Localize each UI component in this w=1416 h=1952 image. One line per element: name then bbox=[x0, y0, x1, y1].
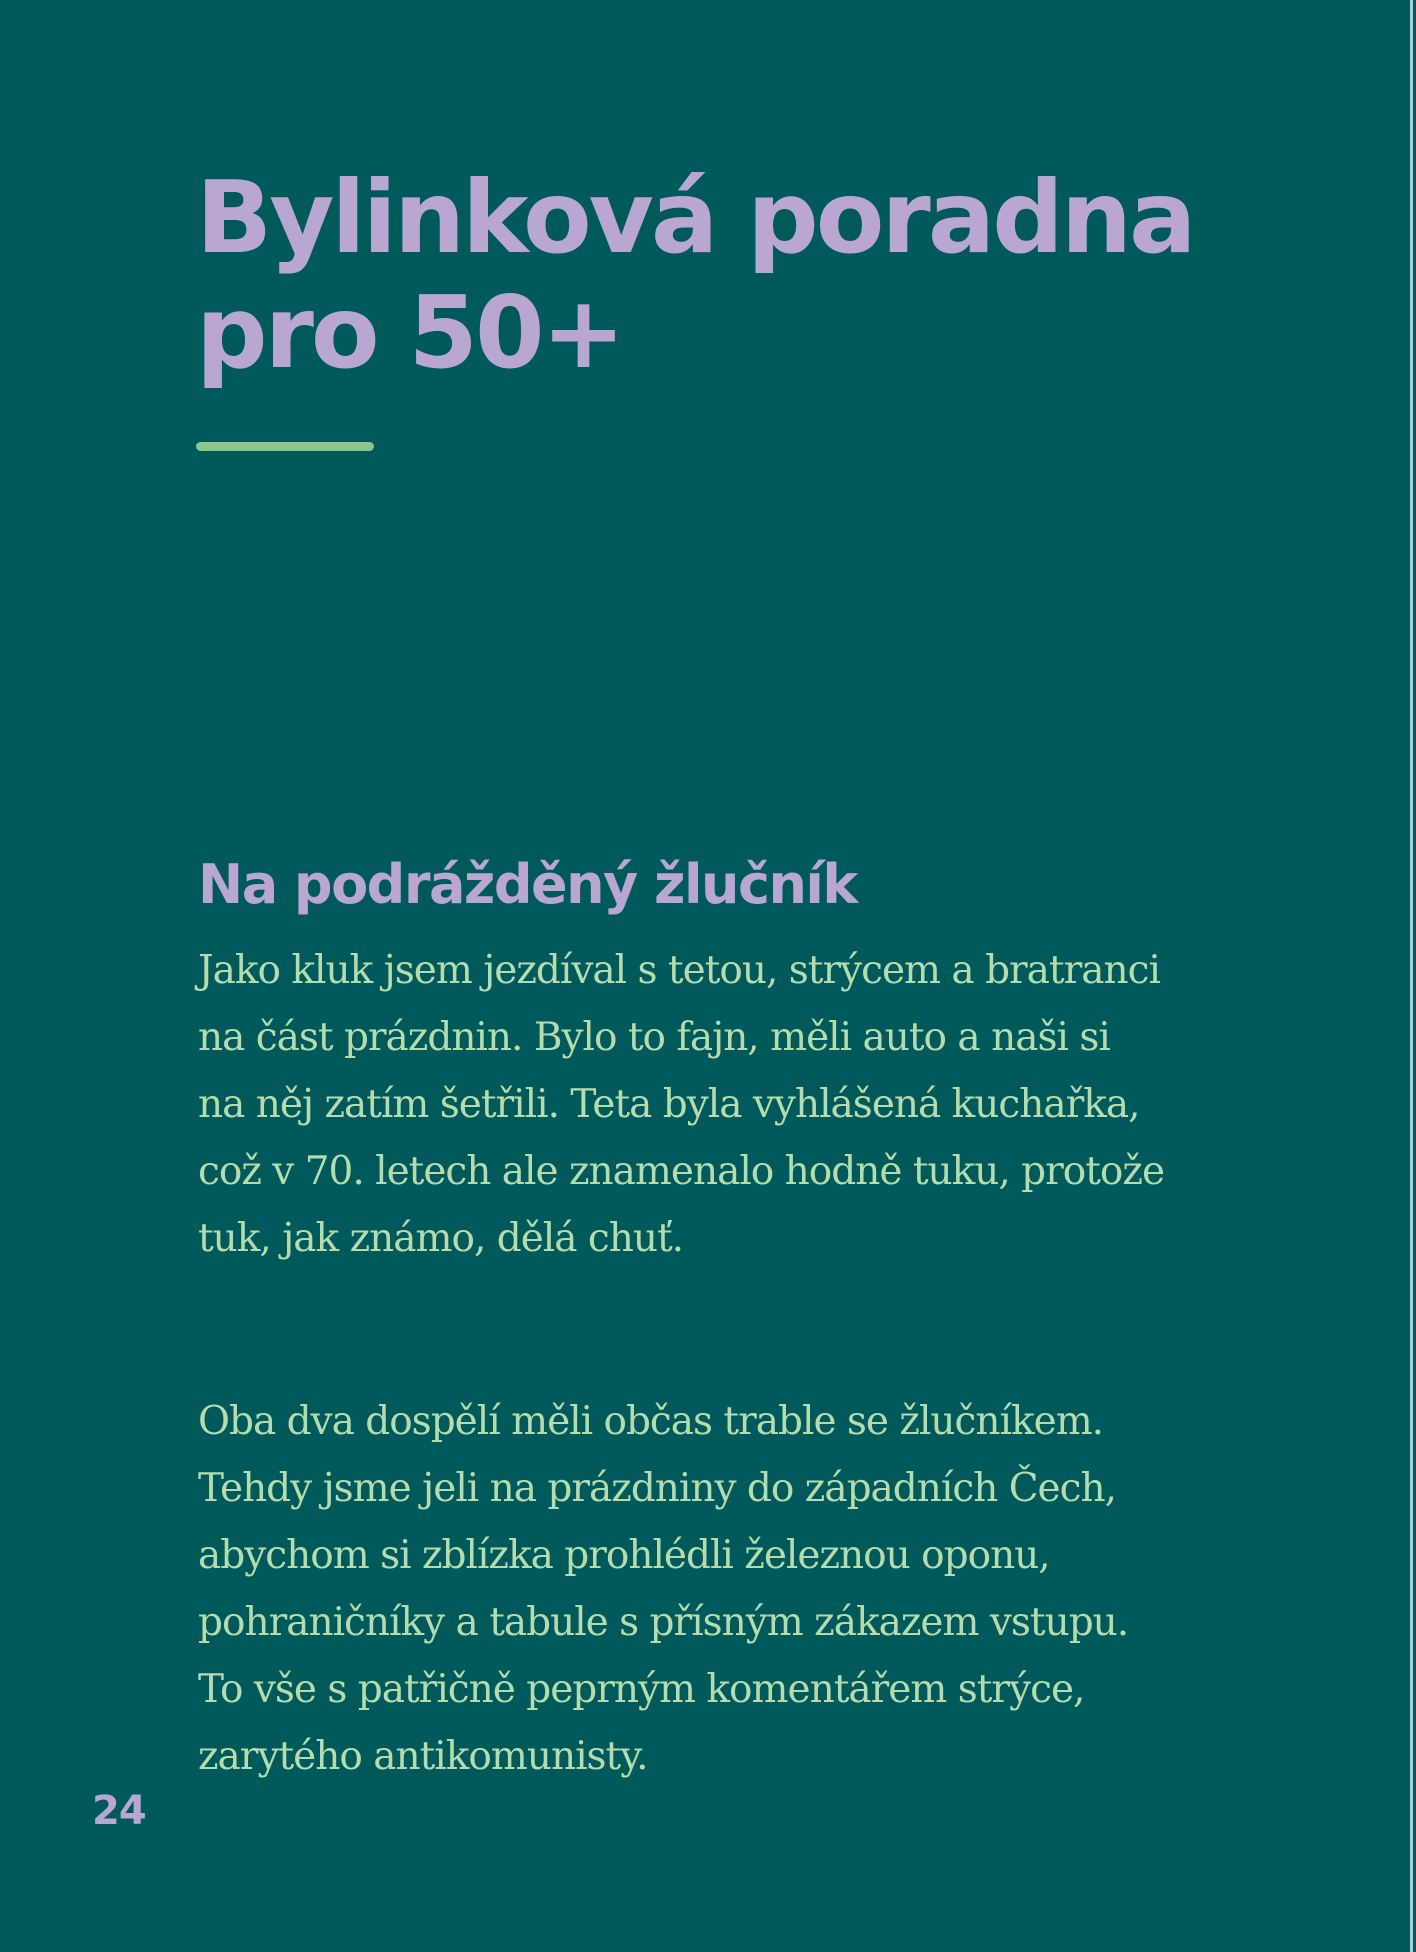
paragraph-2-line: zarytého antikomunisty. bbox=[198, 1734, 648, 1779]
page-title-line-2: pro 50+ bbox=[196, 274, 623, 391]
paragraph-2-line: Oba dva dospělí měli občas trable se žlučníkem. bbox=[198, 1399, 1104, 1444]
page-number: 24 bbox=[92, 1788, 146, 1834]
page-title-line-1: Bylinková poradna bbox=[196, 159, 1194, 276]
paragraph-1 bbox=[198, 937, 1248, 1272]
paragraph-1-line: na část prázdnin. Bylo to fajn, měli auto a naši si bbox=[198, 1015, 1110, 1060]
page-title bbox=[196, 160, 1296, 390]
paragraph-1-line: tuk, jak známo, dělá chuť. bbox=[198, 1216, 684, 1261]
paragraph-2-line: To vše s patřičně peprným komentářem strýce, bbox=[198, 1667, 1085, 1712]
paragraph-2-line: Tehdy jsme jeli na prázdniny do západních Čech, bbox=[198, 1466, 1116, 1511]
paragraph-2-line: abychom si zblízka prohlédli železnou oponu, bbox=[198, 1533, 1050, 1578]
paragraph-1-line: což v 70. letech ale znamenalo hodně tuku, protože bbox=[198, 1149, 1165, 1194]
title-underline bbox=[196, 442, 374, 451]
section-heading: Na podrážděný žlučník bbox=[198, 853, 857, 916]
paragraph-2 bbox=[198, 1388, 1248, 1790]
paragraph-1-line: Jako kluk jsem jezdíval s tetou, strýcem a bratranci bbox=[198, 948, 1160, 993]
paragraph-2-line: pohraničníky a tabule s přísným zákazem vstupu. bbox=[198, 1600, 1129, 1645]
paragraph-1-line: na něj zatím šetřili. Teta byla vyhlášená kuchařka, bbox=[198, 1082, 1140, 1127]
page-edge bbox=[1410, 0, 1413, 1952]
